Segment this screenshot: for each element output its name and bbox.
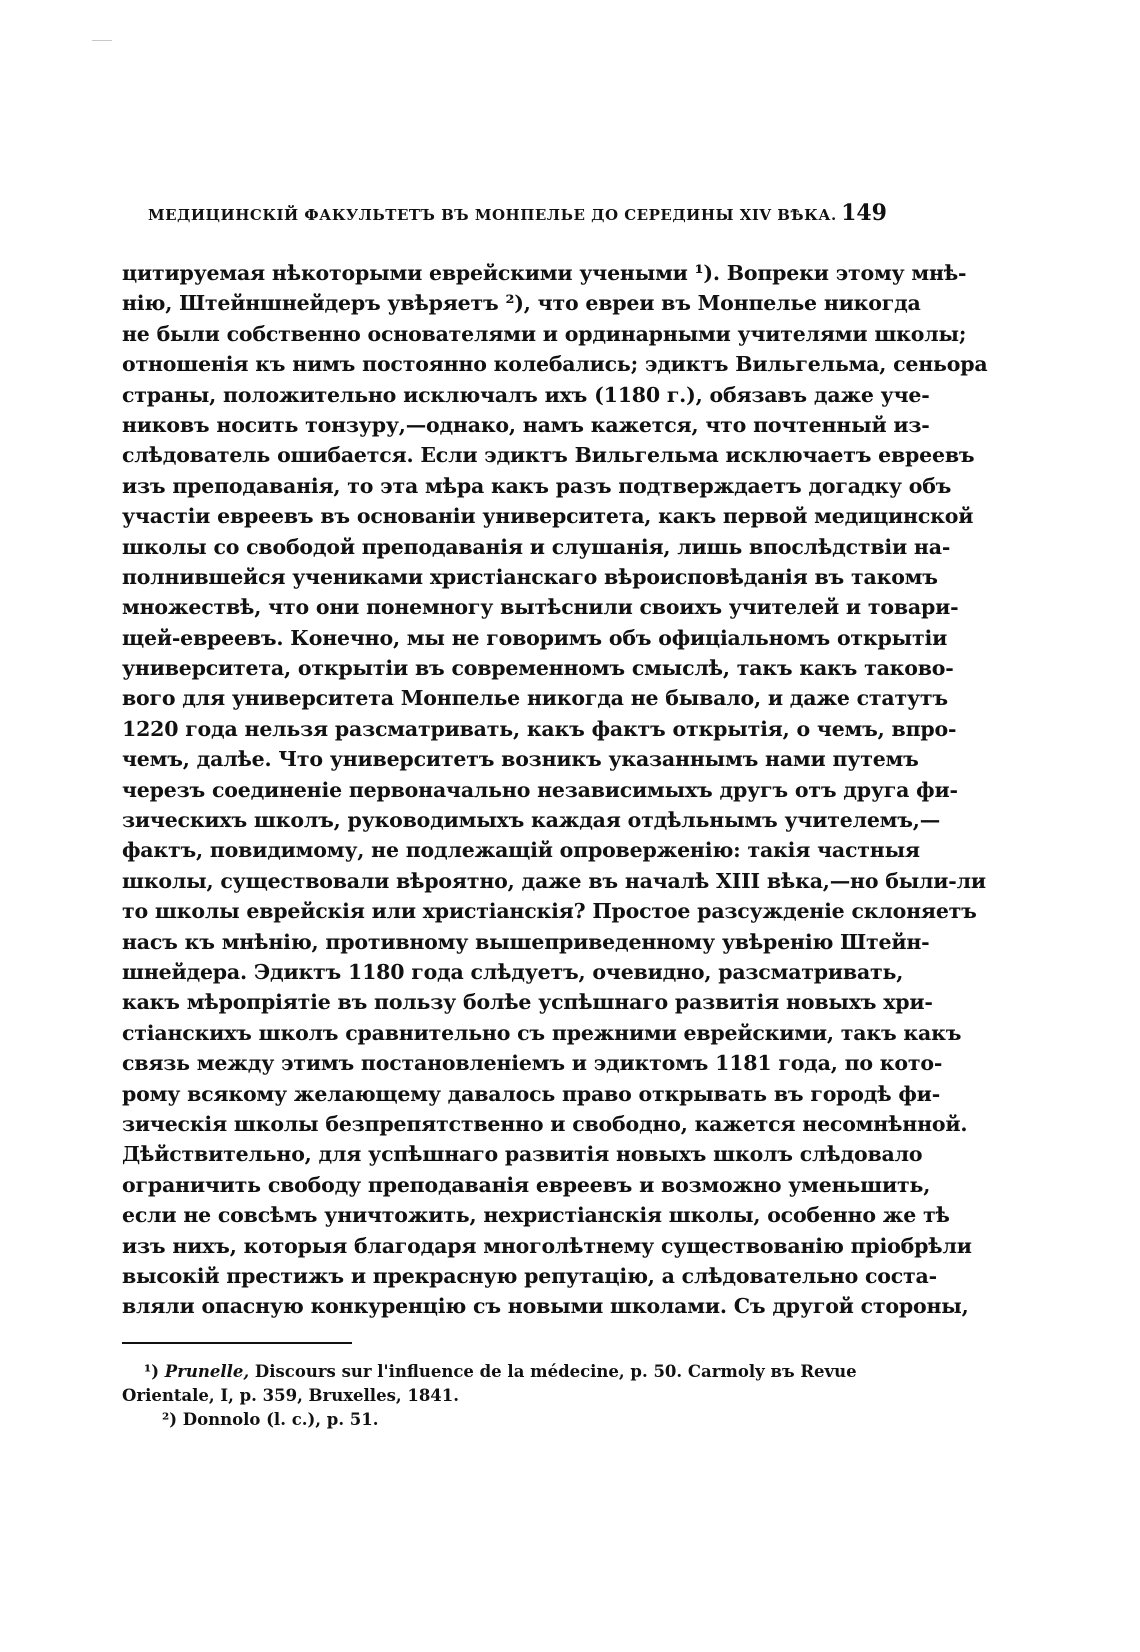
text-line: отношенія къ нимъ постоянно колебались; эдиктъ Вильгельма, сеньора [122, 352, 988, 377]
text-line: какъ мѣропріятіе въ пользу болѣе успѣшнаго развитія новыхъ хри- [122, 990, 933, 1015]
text-line: высокій престижъ и прекрасную репутацію, а слѣдовательно соста- [122, 1263, 937, 1288]
scan-mark [92, 40, 112, 41]
text-line: Дѣйствительно, для успѣшнаго развитія новыхъ школъ слѣдовало [122, 1142, 923, 1167]
text-line: фактъ, повидимому, не подлежащій опроверженію: такія частныя [122, 838, 920, 863]
text-line: то школы еврейскія или христіанскія? Простое разсужденіе склоняетъ [122, 899, 977, 924]
footnote-text: Discours sur l'influence de la médecine, p. 50. Carmoly въ Revue [254, 1361, 857, 1381]
page-number: 149 [841, 200, 887, 226]
footnote-2 [122, 1408, 887, 1432]
text-line: не были собственно основателями и ординарными учителями школы; [122, 321, 967, 346]
text-line: нію, Штейншнейдеръ увѣряетъ ²), что евреи въ Монпелье никогда [122, 291, 921, 316]
text-line: зическія школы безпрепятственно и свободно, кажется несомнѣнной. [122, 1111, 968, 1136]
text-line: изъ преподаванія, то эта мѣра какъ разъ подтверждаетъ догадку объ [122, 473, 952, 498]
text-line: щей-евреевъ. Конечно, мы не говоримъ объ офиціальномъ открытіи [122, 625, 948, 650]
text-line: чемъ, далѣе. Что университетъ возникъ указаннымъ нами путемъ [122, 747, 919, 772]
text-line: никовъ носить тонзуру,—однако, намъ кажется, что почтенный из- [122, 412, 930, 437]
text-line: страны, положительно исключалъ ихъ (1180 г.), обязавъ даже уче- [122, 382, 930, 407]
text-line: насъ къ мнѣнію, противному вышеприведенному увѣренію Штейн- [122, 929, 930, 954]
body-text [122, 258, 988, 1322]
text-line: множествѣ, что они понемногу вытѣснили своихъ учителей и товари- [122, 595, 959, 620]
text-line: участіи евреевъ въ основаніи университета, какъ первой медицинской [122, 504, 974, 529]
footnote-1 [122, 1360, 887, 1384]
text-line: изъ нихъ, которыя благодаря многолѣтнему существованію пріобрѣли [122, 1233, 972, 1258]
text-line: черезъ соединеніе первоначально независимыхъ другъ отъ друга фи- [122, 777, 958, 802]
text-line: если не совсѣмъ уничтожить, нехристіанскія школы, особенно же тѣ [122, 1203, 950, 1228]
book-page [122, 200, 988, 1432]
footnote-marker: ²) [162, 1409, 178, 1429]
footnotes [122, 1360, 887, 1432]
text-line: полнившейся учениками христіанскаго вѣроисповѣданія въ такомъ [122, 564, 938, 589]
text-line: школы, существовали вѣроятно, даже въ началѣ XIII вѣка,—но были-ли [122, 868, 986, 893]
text-line: вляли опасную конкуренцію съ новыми школами. Съ другой стороны, [122, 1294, 969, 1319]
running-title: МЕДИЦИНСКІЙ ФАКУЛЬТЕТЪ ВЪ МОНПЕЛЬЕ ДО СЕРЕДИНЫ XIV ВѢКА. [148, 206, 837, 224]
text-line: связь между этимъ постановленіемъ и эдиктомъ 1181 года, по кото- [122, 1051, 943, 1076]
text-line: университета, открытіи въ современномъ смыслѣ, такъ какъ таково- [122, 656, 954, 681]
text-line: зическихъ школъ, руководимыхъ каждая отдѣльнымъ учителемъ,— [122, 808, 941, 833]
running-head [122, 200, 887, 244]
text-line: стіанскихъ школъ сравнительно съ прежними еврейскими, такъ какъ [122, 1020, 962, 1045]
text-line: шнейдера. Эдиктъ 1180 года слѣдуетъ, очевидно, разсматривать, [122, 959, 904, 984]
footnote-author: Prunelle, [164, 1361, 250, 1381]
footnote-1-continued: Orientale, I, p. 359, Bruxelles, 1841. [122, 1385, 460, 1405]
text-line: 1220 года нельзя разсматривать, какъ фактъ открытія, о чемъ, впро- [122, 716, 957, 741]
footnote-text: Donnolo (l. c.), p. 51. [182, 1409, 379, 1429]
text-line: вого для университета Монпелье никогда не бывало, и даже статутъ [122, 686, 948, 711]
text-line: ограничить свободу преподаванія евреевъ и возможно уменьшить, [122, 1172, 931, 1197]
footnote-rule [122, 1342, 352, 1344]
text-line: цитируемая нѣкоторыми еврейскими учеными ¹). Вопреки этому мнѣ- [122, 261, 967, 285]
footnote-marker: ¹) [144, 1361, 160, 1381]
text-line: рому всякому желающему давалось право открывать въ городѣ фи- [122, 1081, 941, 1106]
text-line: школы со свободой преподаванія и слушанія, лишь впослѣдствіи на- [122, 534, 951, 559]
text-line: слѣдователь ошибается. Если эдиктъ Вильгельма исключаетъ евреевъ [122, 443, 975, 468]
